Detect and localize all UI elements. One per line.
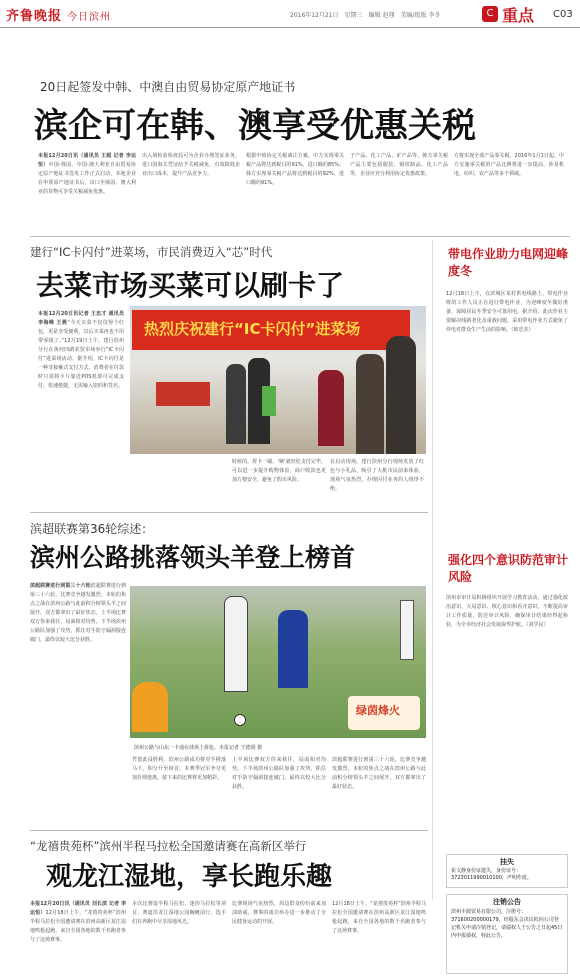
promo-table <box>156 382 210 406</box>
story3-body-col1: 滨超联赛进行到第三十六轮滨超联赛进行到第三十六轮，比赛竞争越发激烈，本轮的焦点之战在滨州公路与此前积分榜领头羊之间展开，双方都拿出了最好状态。上半场比赛双方你来我往，局面相对均势。下半场滨州公路队加强了攻势，抓住对手防守漏洞接连破门，最终以较大比分获胜。 <box>30 583 126 643</box>
lost-notice-body: 崔文静身份证遗失，身份证号：3723011990010100，声明作废。 <box>451 868 532 881</box>
page-number: C03 <box>553 9 573 20</box>
story2-body-col3: 在启动现场，建行滨州分行现场发放了红包与小礼品，吸引了大批市民前来体验，现场气氛热烈，办理闪付业务的人络绎不绝。 <box>330 459 424 492</box>
masthead <box>0 0 580 28</box>
section-badge: C <box>482 6 498 22</box>
person <box>226 364 246 444</box>
story4-body-col2: 本次比赛设半程马拉松、迷你马拉松等项目，赛道沿龙江湿地公园蜿蜒前行，选手们在奔跑中尽享湿地风光。 <box>132 901 226 925</box>
story1-kicker: 20日起签发中韩、中澳自由贸易协定原产地证书 <box>40 80 296 94</box>
story3-headline: 滨州公路挑落领头羊登上榜首 <box>30 543 356 572</box>
cancel-notice <box>446 894 568 974</box>
story1-body-col5: 方将实现全部产品零关税，2016年1月1日起，中方实施零关税的产品比例将进一步提高，涉及机电、纺织、农产品等多个领域。 <box>454 153 564 177</box>
story4-headline: 观龙江湿地，享长跑乐趣 <box>46 862 333 892</box>
story1-body-col3: 根据中韩协定关税减让方案，中方实现零关税产品将达到税目的91%，进口额的85%；韩方实现零关税产品将达到税目的92%，进口额的91%。 <box>246 153 344 186</box>
column-rule <box>432 240 433 900</box>
photo-caption: 滨州公路与山东一卡通在球场上拼抢。本报记者 王德娟 摄 <box>134 745 263 751</box>
person <box>318 370 344 446</box>
league-logo-text: 绿茵烽火 <box>356 704 400 717</box>
newspaper-logo: 齐鲁晚报 今日滨州 <box>6 9 112 24</box>
story4-body-col3: 比赛现场气氛热烈，周边群众纷纷前来加油助威，赛事的成功举办进一步推动了全民健身运动的开展。 <box>232 901 326 925</box>
dateline: 2016年12月21日 星期三 编辑 赵翔 美编/组版 李冬 <box>290 12 441 19</box>
lost-notice <box>446 854 568 888</box>
lost-notice-title: 挂失 <box>500 858 514 866</box>
story1-body-col1: 本报12月20日讯（通讯员 王超 记者 李运恒）中国-韩国、中国-澳大利亚自由贸易协定原产地证书签发工作正式启动，本地企业在申领原产地证书后，出口至韩国、澳大利亚的货物可享受关税减免优惠。 <box>38 153 136 195</box>
story2-kicker: 建行“IC卡闪付”进菜场，市民消费迈入“芯”时代 <box>30 245 273 259</box>
cancel-notice-body: 滨州丰源贸易有限公司，注册号：371600200000179，经股东会决议拟向公司登记机关申请注销登记，请债权人于公告之日起45日内申报债权，特此公告。 <box>451 909 563 939</box>
story2-body-col1: 本报12月20日讯记者 王忠才 通讯员 李海峰 王燕“今天买菜不仅仅得个红包，更是享受便利，以后买菜再也不用带零钱了。”12月19日上午，建行滨州分行在黄河四路农贸市场举行“IC卡闪付”进菜场活动。据介绍，IC卡闪付是一种非接触式支付方式，消费者在付款时只需将卡片靠近POS机即可完成支付，快速便捷，无需输入密码和签名。 <box>38 311 124 389</box>
story1-headline: 滨企可在韩、澳享受优惠关税 <box>34 106 476 146</box>
divider <box>30 236 570 237</box>
soccer-ball <box>234 714 246 726</box>
sidebar1-body: 12月18日上午，在滨城区某村供电线路上，带电作业班的工作人员正在进行带电作业，为迎峰度冬做好准备，保障居民冬季安全可靠用电。据介绍，此次作业主要解决线路老化及重载问题，采用带电作业方式避免了停电对群众生产生活的影响。（韩忠杰） <box>446 291 568 333</box>
green-bag <box>262 386 276 416</box>
player <box>400 600 414 660</box>
story4-body-col1: 本报12月20日讯（通讯员 刘长滨 记者 李运恒）12月18日上午，“龙禧贵苑杯”滨州半程马拉松全国邀请赛在滨州高新区龙江湿地鸣枪起跑，来自全国各地的数千名跑者参与了这场赛事。 <box>30 901 126 943</box>
promo-banner-text: 热烈庆祝建行“IC卡闪付”进菜场 <box>144 320 361 338</box>
story1-body-col2: 出入境检验检疫局可为企业办理签证业务，进口国海关凭证给予关税减免，有效降低企业出口成本，提升产品竞争力。 <box>142 153 240 177</box>
player <box>278 610 308 688</box>
cancel-notice-title: 注销公告 <box>493 898 521 906</box>
story3-kicker: 滨超联赛第36轮综述： <box>30 522 154 536</box>
sidebar2-body: 滨州市审计局积极组织开展学习教育活动，通过强化政治意识、大局意识、核心意识和看齐意识，不断提高审计工作质量，防范审计风险，确保审计结果经得起检验，为全市经济社会发展保驾护航。（刘学民） <box>446 595 568 628</box>
player <box>224 596 248 692</box>
market-photo <box>130 306 426 454</box>
story2-headline: 去菜市场买菜可以刷卡了 <box>36 269 345 302</box>
player <box>132 682 168 732</box>
divider <box>30 830 428 831</box>
story4-body-col4: 12月18日上午，“龙禧贵苑杯”滨州半程马拉松全国邀请赛在滨州高新区龙江湿地鸣枪起跑，来自全国各地的数千名跑者参与了这场赛事。 <box>332 901 426 934</box>
soccer-photo <box>130 586 426 738</box>
story3-body-col2: 凭借此役胜利，滨州公路成功将对手挑落马下，积分升至榜首，本赛季冠军争夺更加扑朔迷离，接下来的比赛将更加精彩。 <box>132 757 226 781</box>
divider <box>30 512 428 513</box>
sidebar2-title: 强化四个意识防范审计风险 <box>448 553 569 584</box>
story2-body-col2: 时候的，挥卡一刷、‘嘀’就轻松支付完毕，可以进一步提升购物体验，商户收款也更加方便安全，避免了假币风险。 <box>232 459 326 483</box>
story3-body-col4: 滨超联赛进行到第三十六轮，比赛竞争越发激烈，本轮的焦点之战在滨州公路与此前积分榜领头羊之间展开，双方都拿出了最好状态。 <box>332 757 426 790</box>
section-label: 重点 <box>502 6 535 25</box>
story1-body-col4: 子产品、化工产品、矿产品等，韩方零关税产品主要包括服装、钢铁制品、化工产品等，企业应充分利用协定优惠政策。 <box>350 153 448 177</box>
person <box>386 336 416 454</box>
sidebar1-title: 带电作业助力电网迎峰度冬 <box>448 247 569 278</box>
person <box>356 354 384 454</box>
story4-kicker: “龙禧贵苑杯”滨州半程马拉松全国邀请赛在高新区举行 <box>30 839 307 853</box>
story3-body-col3: 上半场比赛双方你来我往，局面相对均势。下半场滨州公路队加强了攻势，抓住对手防守漏洞接连破门，最终以较大比分获胜。 <box>232 757 326 790</box>
